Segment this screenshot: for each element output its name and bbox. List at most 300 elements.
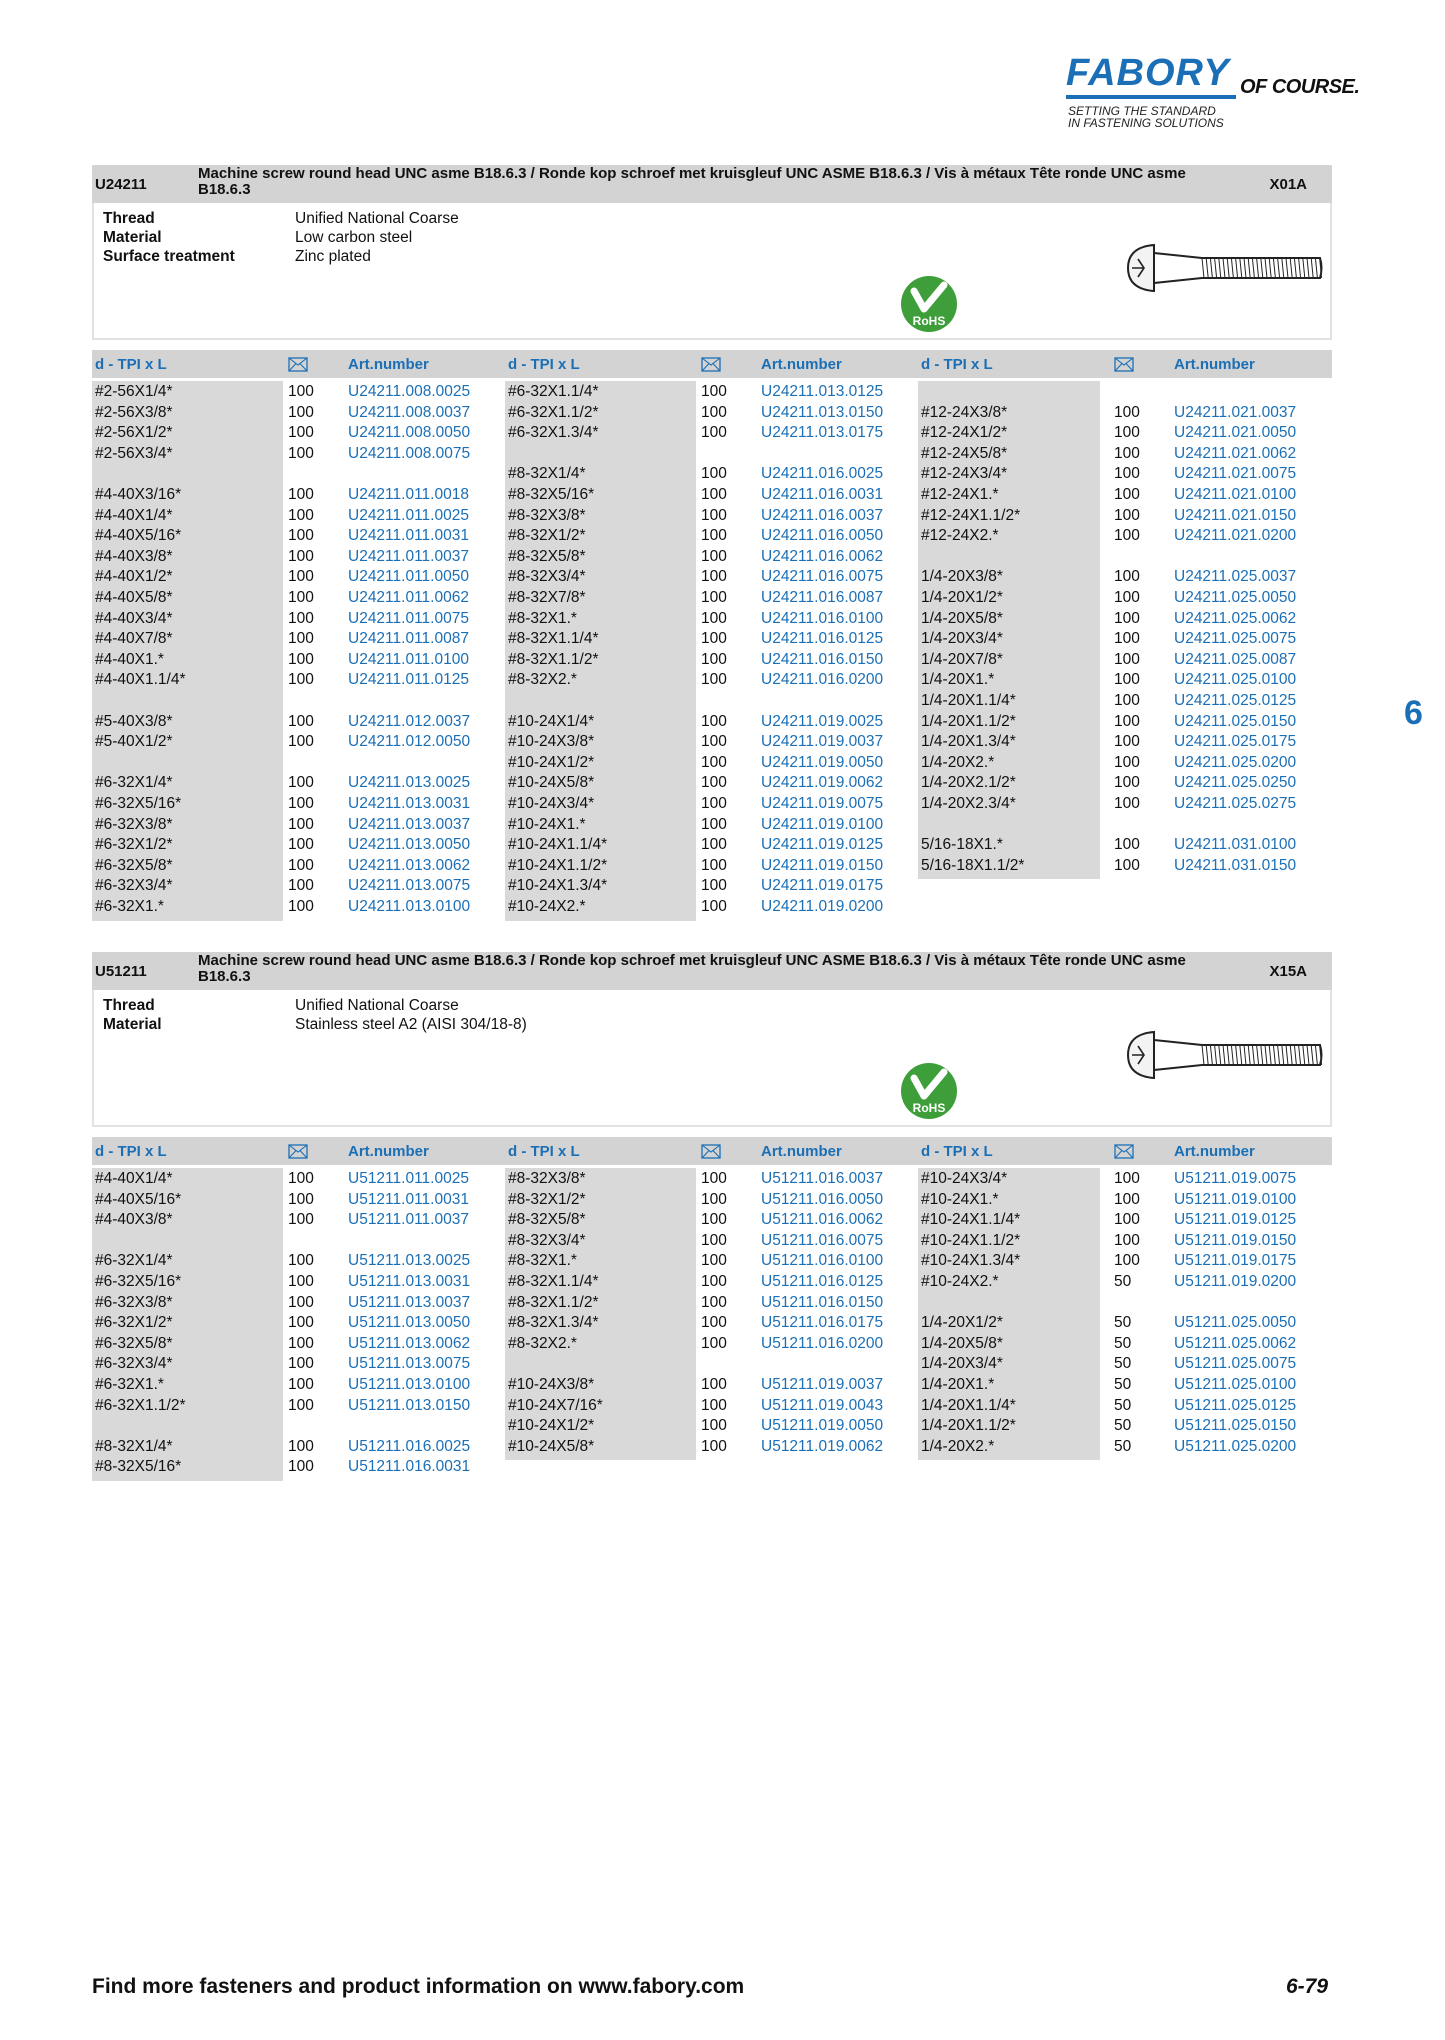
size-cell: 1/4-20X2.* [921,1437,995,1455]
article-number-link[interactable]: U24211.019.0075 [761,795,884,812]
article-number-link[interactable]: U24211.019.0062 [761,774,884,792]
quantity-cell: 100 [288,815,314,833]
article-number-link[interactable]: U24211.008.0075 [348,444,471,462]
article-number-link[interactable]: U24211.021.0037 [1174,403,1297,421]
quantity-cell: 100 [1114,856,1140,874]
article-number-link[interactable]: U51211.013.0050 [348,1314,471,1332]
art-number-header: Art.number [348,356,429,373]
size-cell: #6-32X3/8* [95,1293,173,1311]
quantity-cell: 100 [1114,650,1140,668]
article-number-link[interactable]: U51211.019.0175 [1174,1252,1297,1270]
size-cell: #6-32X1.* [95,898,164,915]
size-cell: #12-24X1.* [921,486,999,503]
article-number-link[interactable]: U24211.031.0150 [1174,856,1297,874]
quantity-cell: 100 [288,444,314,462]
quantity-cell: 100 [1114,671,1140,689]
size-cell: #6-32X5/16* [95,795,182,812]
article-number-link[interactable]: U24211.013.0037 [348,815,471,833]
art-number-header: Art.number [348,1143,429,1160]
article-number-link[interactable]: U24211.025.0150 [1174,712,1297,730]
quantity-cell: 100 [288,506,314,524]
article-number-link[interactable]: U24211.025.0050 [1174,589,1297,606]
article-number-link[interactable]: U51211.016.0175 [761,1314,884,1332]
quantity-cell: 100 [288,671,314,689]
article-number-link[interactable]: U24211.011.0018 [348,486,469,503]
quantity-cell: 100 [701,1417,727,1435]
quantity-cell: 100 [1114,630,1140,648]
quantity-cell: 100 [701,609,727,627]
article-number-link[interactable]: U24211.016.0037 [761,506,884,524]
size-cell: #10-24X1.1/2* [921,1231,1021,1249]
size-cell: #8-32X1.1/4* [508,1273,599,1290]
size-cell: #6-32X1/2* [95,836,173,854]
quantity-cell: 100 [701,898,727,915]
article-number-link[interactable]: U24211.025.0275 [1174,795,1297,812]
quantity-cell: 100 [1114,733,1140,751]
quantity-cell: 100 [288,568,314,586]
size-cell: 1/4-20X2.3/4* [921,795,1016,812]
article-number-link[interactable]: U24211.011.0075 [348,609,469,627]
property-value: Unified National Coarse [295,210,459,227]
article-number-link[interactable]: U51211.019.0043 [761,1396,884,1414]
article-number-link[interactable]: U24211.011.0031 [348,527,469,545]
size-cell: #10-24X1/4* [508,712,595,730]
article-number-link[interactable]: U51211.016.0100 [761,1252,884,1270]
quantity-cell: 100 [701,774,727,792]
size-cell: 1/4-20X3/4* [921,630,1003,648]
article-number-link[interactable]: U24211.021.0050 [1174,424,1297,442]
article-number-link[interactable]: U24211.016.0087 [761,589,884,606]
article-number-link[interactable]: U24211.016.0150 [761,650,884,668]
article-number-link[interactable]: U24211.011.0100 [348,650,469,668]
size-cell: #10-24X1.* [508,815,586,833]
quantity-cell: 100 [1114,424,1140,442]
article-number-link[interactable]: U24211.013.0150 [761,403,884,421]
size-cell: 1/4-20X1.1/4* [921,1396,1016,1414]
quantity-cell: 100 [288,712,314,730]
quantity-cell: 100 [701,383,727,400]
article-number-link[interactable]: U24211.011.0025 [348,506,469,524]
size-cell: #6-32X1/4* [95,774,173,792]
article-number-link[interactable]: U24211.016.0075 [761,568,884,586]
article-number-link[interactable]: U51211.019.0125 [1174,1211,1297,1229]
size-header: d - TPI x L [921,356,993,373]
article-number-link[interactable]: U24211.008.0037 [348,403,471,421]
brand-tagline-1: SETTING THE STANDARD [1068,104,1216,118]
article-number-link[interactable]: U24211.011.0087 [348,630,469,648]
quantity-cell: 100 [701,877,727,895]
quantity-cell: 100 [1114,1211,1140,1229]
envelope-icon [1114,1144,1134,1159]
size-cell: #10-24X1.3/4* [508,877,608,895]
quantity-cell: 100 [701,527,727,545]
article-number-link[interactable]: U24211.016.0200 [761,671,884,689]
quantity-cell: 100 [701,650,727,668]
article-number-link[interactable]: U24211.019.0150 [761,856,884,874]
quantity-cell: 100 [701,1334,727,1352]
quantity-cell: 100 [701,1376,727,1393]
article-number-link[interactable]: U24211.013.0100 [348,898,471,915]
article-number-link[interactable]: U51211.019.0062 [761,1437,884,1455]
size-cell: 1/4-20X2.1/2* [921,774,1016,792]
size-cell: #8-32X3/8* [508,1170,586,1187]
size-header: d - TPI x L [921,1143,993,1160]
size-header: d - TPI x L [508,1143,580,1160]
quantity-cell: 100 [701,671,727,689]
article-number-link[interactable]: U24211.008.0050 [348,424,471,442]
property-value: Zinc plated [295,248,371,265]
article-number-link[interactable]: U24211.013.0025 [348,774,471,792]
size-cell: #8-32X3/4* [508,1231,586,1249]
quantity-cell: 100 [288,589,314,606]
quantity-cell: 100 [701,568,727,586]
quantity-cell: 100 [701,630,727,648]
quantity-cell: 50 [1114,1396,1132,1414]
quantity-cell: 100 [1114,774,1140,792]
size-cell: #4-40X5/8* [95,589,173,606]
size-cell: #2-56X3/4* [95,444,173,462]
size-cell: 1/4-20X1.1/2* [921,712,1016,730]
size-cell: #4-40X5/16* [95,527,182,545]
article-number-link[interactable]: U24211.012.0037 [348,712,471,730]
article-number-link[interactable]: U24211.025.0250 [1174,774,1297,792]
quantity-cell: 100 [701,1190,727,1208]
size-cell: #12-24X1.1/2* [921,506,1021,524]
property-key: Thread [103,210,155,227]
article-number-link[interactable]: U24211.016.0125 [761,630,884,648]
article-number-link[interactable]: U51211.013.0062 [348,1334,471,1352]
size-cell: #8-32X7/8* [508,589,586,606]
size-cell: #2-56X3/8* [95,403,173,421]
table-header [92,1137,1332,1165]
article-number-link[interactable]: U51211.013.0025 [348,1252,471,1270]
article-number-link[interactable]: U51211.013.0150 [348,1396,471,1414]
size-cell: #8-32X1/2* [508,1190,586,1208]
quantity-cell: 100 [1114,527,1140,545]
section-header [92,165,1332,203]
article-number-link[interactable]: U24211.031.0100 [1174,836,1297,854]
quantity-cell: 100 [701,1211,727,1229]
article-number-link[interactable]: U51211.016.0062 [761,1211,884,1229]
size-cell: 1/4-20X1.* [921,1376,995,1393]
size-header: d - TPI x L [508,356,580,373]
quantity-cell: 100 [288,856,314,874]
quantity-cell: 100 [288,1293,314,1311]
quantity-cell: 100 [288,733,314,751]
article-number-link[interactable]: U24211.016.0031 [761,486,884,503]
quantity-cell: 100 [288,836,314,854]
article-number-link[interactable]: U24211.021.0100 [1174,486,1297,503]
quantity-cell: 100 [288,547,314,565]
quantity-cell: 100 [1114,444,1140,462]
quantity-cell: 100 [288,795,314,812]
size-cell: #8-32X3/8* [508,506,586,524]
quantity-cell: 100 [701,1252,727,1270]
article-number-link[interactable]: U51211.025.0200 [1174,1437,1297,1455]
quantity-cell: 100 [1114,1231,1140,1249]
article-number-link[interactable]: U51211.013.0037 [348,1293,471,1311]
article-number-link[interactable]: U24211.019.0175 [761,877,884,895]
size-cell: #4-40X3/4* [95,609,173,627]
size-cell: #8-32X1.* [508,609,577,627]
size-cell: #6-32X3/4* [95,1355,173,1373]
size-cell: 1/4-20X5/8* [921,609,1003,627]
quantity-cell: 100 [288,898,314,915]
article-number-link[interactable]: U24211.013.0062 [348,856,471,874]
property-value: Stainless steel A2 (AISI 304/18-8) [295,1016,527,1033]
size-cell: #10-24X1.* [921,1190,999,1208]
article-number-link[interactable]: U24211.019.0037 [761,733,884,751]
quantity-cell: 50 [1114,1437,1132,1455]
size-cell: #8-32X1.* [508,1252,577,1270]
page-number: 6-79 [1286,1975,1329,1998]
quantity-cell: 100 [1114,692,1140,709]
quantity-cell: 100 [701,1231,727,1249]
quantity-cell: 100 [1114,465,1140,483]
article-number-link[interactable]: U51211.019.0150 [1174,1231,1297,1249]
quantity-cell: 100 [288,630,314,648]
quantity-cell: 100 [288,1273,314,1290]
size-cell: 1/4-20X7/8* [921,650,1003,668]
article-number-link[interactable]: U24211.019.0200 [761,898,884,915]
article-number-link[interactable]: U24211.016.0100 [761,609,884,627]
article-number-link[interactable]: U51211.025.0100 [1174,1376,1297,1393]
size-cell: #8-32X1/4* [95,1437,173,1455]
quantity-cell: 100 [701,856,727,874]
quantity-cell: 100 [1114,403,1140,421]
size-cell: #8-32X1/2* [508,527,586,545]
quantity-cell: 100 [288,1376,314,1393]
size-cell: #8-32X1.3/4* [508,1314,599,1332]
article-number-link[interactable]: U24211.025.0087 [1174,650,1297,668]
product-title: Machine screw round head UNC asme B18.6.3 / Ronde kop schroef met kruisgleuf UNC ASME B18.6.3 / Vis à métaux Tête ronde UNC asme B18.6.3 [198,165,1186,198]
size-cell: #12-24X1/2* [921,424,1008,442]
quantity-cell: 100 [1114,753,1140,771]
article-number-link[interactable]: U24211.012.0050 [348,733,471,751]
envelope-icon [1114,357,1134,372]
quantity-cell: 50 [1114,1334,1132,1352]
article-number-link[interactable]: U51211.016.0025 [348,1437,471,1455]
quantity-cell: 100 [288,877,314,895]
property-key: Material [103,229,162,246]
property-key: Thread [103,997,155,1014]
article-number-link[interactable]: U24211.016.0025 [761,465,884,483]
quantity-cell: 100 [701,547,727,565]
section-header [92,952,1332,990]
article-number-link[interactable]: U24211.013.0125 [761,383,884,400]
article-number-link[interactable]: U24211.025.0125 [1174,692,1297,709]
brand-slogan: OF COURSE. [1240,76,1360,98]
article-number-link[interactable]: U51211.025.0075 [1174,1355,1297,1373]
quantity-cell: 100 [1114,712,1140,730]
size-cell: #4-40X3/8* [95,547,173,565]
article-number-link[interactable]: U24211.019.0050 [761,753,884,771]
article-number-link[interactable]: U24211.025.0100 [1174,671,1297,689]
envelope-icon [288,1144,308,1159]
article-number-link[interactable]: U51211.016.0200 [761,1334,884,1352]
article-number-link[interactable]: U51211.019.0050 [761,1417,884,1435]
article-number-link[interactable]: U51211.019.0037 [761,1376,884,1393]
article-number-link[interactable]: U51211.013.0100 [348,1376,471,1393]
size-cell: #10-24X1/2* [508,1417,595,1435]
article-number-link[interactable]: U24211.025.0200 [1174,753,1297,771]
property-key: Material [103,1016,162,1033]
article-number-link[interactable]: U51211.013.0031 [348,1273,471,1290]
article-number-link[interactable]: U51211.016.0031 [348,1458,471,1476]
article-number-link[interactable]: U51211.016.0150 [761,1293,884,1311]
article-number-link[interactable]: U24211.016.0050 [761,527,884,545]
article-number-link[interactable]: U24211.021.0150 [1174,506,1297,524]
quantity-cell: 100 [288,609,314,627]
size-cell: #6-32X1.* [95,1376,164,1393]
product-title: Machine screw round head UNC asme B18.6.3 / Ronde kop schroef met kruisgleuf UNC ASME B18.6.3 / Vis à métaux Tête ronde UNC asme B18.6.3 [198,952,1186,985]
quantity-cell: 100 [701,1314,727,1332]
article-number-link[interactable]: U24211.019.0125 [761,836,884,854]
quantity-cell: 100 [701,506,727,524]
brand-tagline-2: IN FASTENING SOLUTIONS [1068,116,1224,130]
fabory-logo [1066,52,1366,132]
footer-text: Find more fasteners and product information on www.fabory.com [92,1975,745,1998]
quantity-cell: 50 [1114,1376,1132,1393]
property-value: Unified National Coarse [295,997,459,1014]
size-cell: #12-24X2.* [921,527,999,545]
article-number-link[interactable]: U24211.019.0100 [761,815,884,833]
size-cell: #10-24X5/8* [508,774,595,792]
product-properties-box [92,203,1332,340]
article-number-link[interactable]: U51211.025.0125 [1174,1396,1297,1414]
article-number-link[interactable]: U51211.025.0150 [1174,1417,1297,1435]
screw-illustration-icon [1124,241,1324,295]
size-cell: #12-24X3/8* [921,403,1008,421]
brand-underline [1066,95,1236,99]
quantity-cell: 100 [1114,589,1140,606]
article-number-link[interactable]: U24211.021.0200 [1174,527,1297,545]
article-number-link[interactable]: U51211.011.0031 [348,1190,469,1208]
product-code: U24211 [95,176,147,193]
article-number-link[interactable]: U24211.013.0050 [348,836,471,854]
size-cell: #6-32X1.1/2* [95,1396,186,1414]
size-cell: #4-40X1/4* [95,506,173,524]
size-cell: #6-32X1.1/2* [508,403,599,421]
size-cell: #8-32X1.1/2* [508,1293,599,1311]
quantity-cell: 100 [701,795,727,812]
article-number-link[interactable]: U51211.016.0037 [761,1170,884,1187]
article-number-link[interactable]: U24211.019.0025 [761,712,884,730]
article-number-link[interactable]: U51211.013.0075 [348,1355,471,1373]
size-cell: #6-32X5/8* [95,856,173,874]
art-number-header: Art.number [761,356,842,373]
article-number-link[interactable]: U51211.019.0200 [1174,1273,1297,1290]
size-cell: #10-24X3/4* [921,1170,1008,1187]
quantity-cell: 100 [1114,1252,1140,1270]
size-cell: #8-32X1/4* [508,465,586,483]
size-cell: 1/4-20X1.1/2* [921,1417,1016,1435]
article-number-link[interactable]: U24211.011.0050 [348,568,469,586]
article-number-link[interactable]: U51211.025.0062 [1174,1334,1297,1352]
quantity-cell: 100 [701,1396,727,1414]
quantity-cell: 50 [1114,1355,1132,1373]
quantity-cell: 100 [288,1334,314,1352]
article-number-link[interactable]: U24211.016.0062 [761,547,884,565]
product-properties-box [92,990,1332,1127]
article-number-link[interactable]: U24211.011.0062 [348,589,469,606]
article-number-link[interactable]: U51211.016.0075 [761,1231,884,1249]
envelope-icon [701,1144,721,1159]
article-number-link[interactable]: U24211.025.0075 [1174,630,1297,648]
article-number-link[interactable]: U24211.025.0037 [1174,568,1297,586]
size-cell: #4-40X1/4* [95,1170,173,1187]
quantity-cell: 100 [288,774,314,792]
quantity-cell: 100 [701,733,727,751]
property-value: Low carbon steel [295,229,413,246]
art-number-header: Art.number [1174,356,1255,373]
article-number-link[interactable]: U24211.025.0062 [1174,609,1297,627]
size-cell: #6-32X3/8* [95,815,173,833]
rohs-label: RoHS [912,1101,946,1115]
size-cell: #2-56X1/2* [95,424,173,442]
size-cell: #10-24X2.* [508,898,586,915]
quantity-cell: 100 [288,1458,314,1476]
article-number-link[interactable]: U24211.008.0025 [348,383,471,400]
article-number-link[interactable]: U24211.011.0037 [348,547,469,565]
quantity-cell: 100 [288,1190,314,1208]
article-number-link[interactable]: U24211.013.0075 [348,877,471,895]
size-cell: #10-24X1.1/4* [508,836,608,854]
article-number-link[interactable]: U51211.011.0025 [348,1170,469,1187]
size-cell: #10-24X3/4* [508,795,595,812]
quantity-cell: 100 [1114,506,1140,524]
quantity-cell: 100 [1114,795,1140,812]
quantity-cell: 100 [1114,609,1140,627]
article-number-link[interactable]: U24211.025.0175 [1174,733,1297,751]
article-number-link[interactable]: U51211.019.0100 [1174,1190,1297,1208]
quantity-cell: 50 [1114,1314,1132,1332]
quantity-cell: 100 [1114,836,1140,854]
article-number-link[interactable]: U24211.013.0175 [761,424,884,442]
quantity-cell: 100 [288,383,314,400]
quantity-cell: 100 [701,1293,727,1311]
article-number-link[interactable]: U51211.011.0037 [348,1211,469,1229]
size-cell: #2-56X1/4* [95,383,173,400]
size-cell: #12-24X5/8* [921,444,1008,462]
envelope-icon [288,357,308,372]
size-cell: #8-32X5/8* [508,547,586,565]
size-cell: #6-32X5/16* [95,1273,182,1290]
article-number-link[interactable]: U51211.016.0050 [761,1190,884,1208]
article-number-link[interactable]: U51211.019.0075 [1174,1170,1297,1187]
art-number-header: Art.number [1174,1143,1255,1160]
article-number-link[interactable]: U24211.011.0125 [348,671,469,689]
size-header: d - TPI x L [95,1143,167,1160]
size-cell: 5/16-18X1.* [921,836,1003,854]
quantity-cell: 100 [701,815,727,833]
quantity-cell: 100 [701,753,727,771]
article-number-link[interactable]: U24211.021.0062 [1174,444,1297,462]
size-cell: 1/4-20X5/8* [921,1334,1003,1352]
size-cell: #4-40X3/8* [95,1211,173,1229]
size-cell: 1/4-20X3/8* [921,568,1003,586]
quantity-cell: 100 [1114,1170,1140,1187]
size-cell: #8-32X5/16* [508,486,595,503]
article-number-link[interactable]: U51211.016.0125 [761,1273,884,1290]
size-cell: 5/16-18X1.1/2* [921,856,1025,874]
article-number-link[interactable]: U51211.025.0050 [1174,1314,1297,1332]
size-cell: #8-32X3/4* [508,568,586,586]
article-number-link[interactable]: U24211.021.0075 [1174,465,1297,483]
quantity-cell: 100 [1114,1190,1140,1208]
article-number-link[interactable]: U24211.013.0031 [348,795,471,812]
size-cell: 1/4-20X3/4* [921,1355,1003,1373]
